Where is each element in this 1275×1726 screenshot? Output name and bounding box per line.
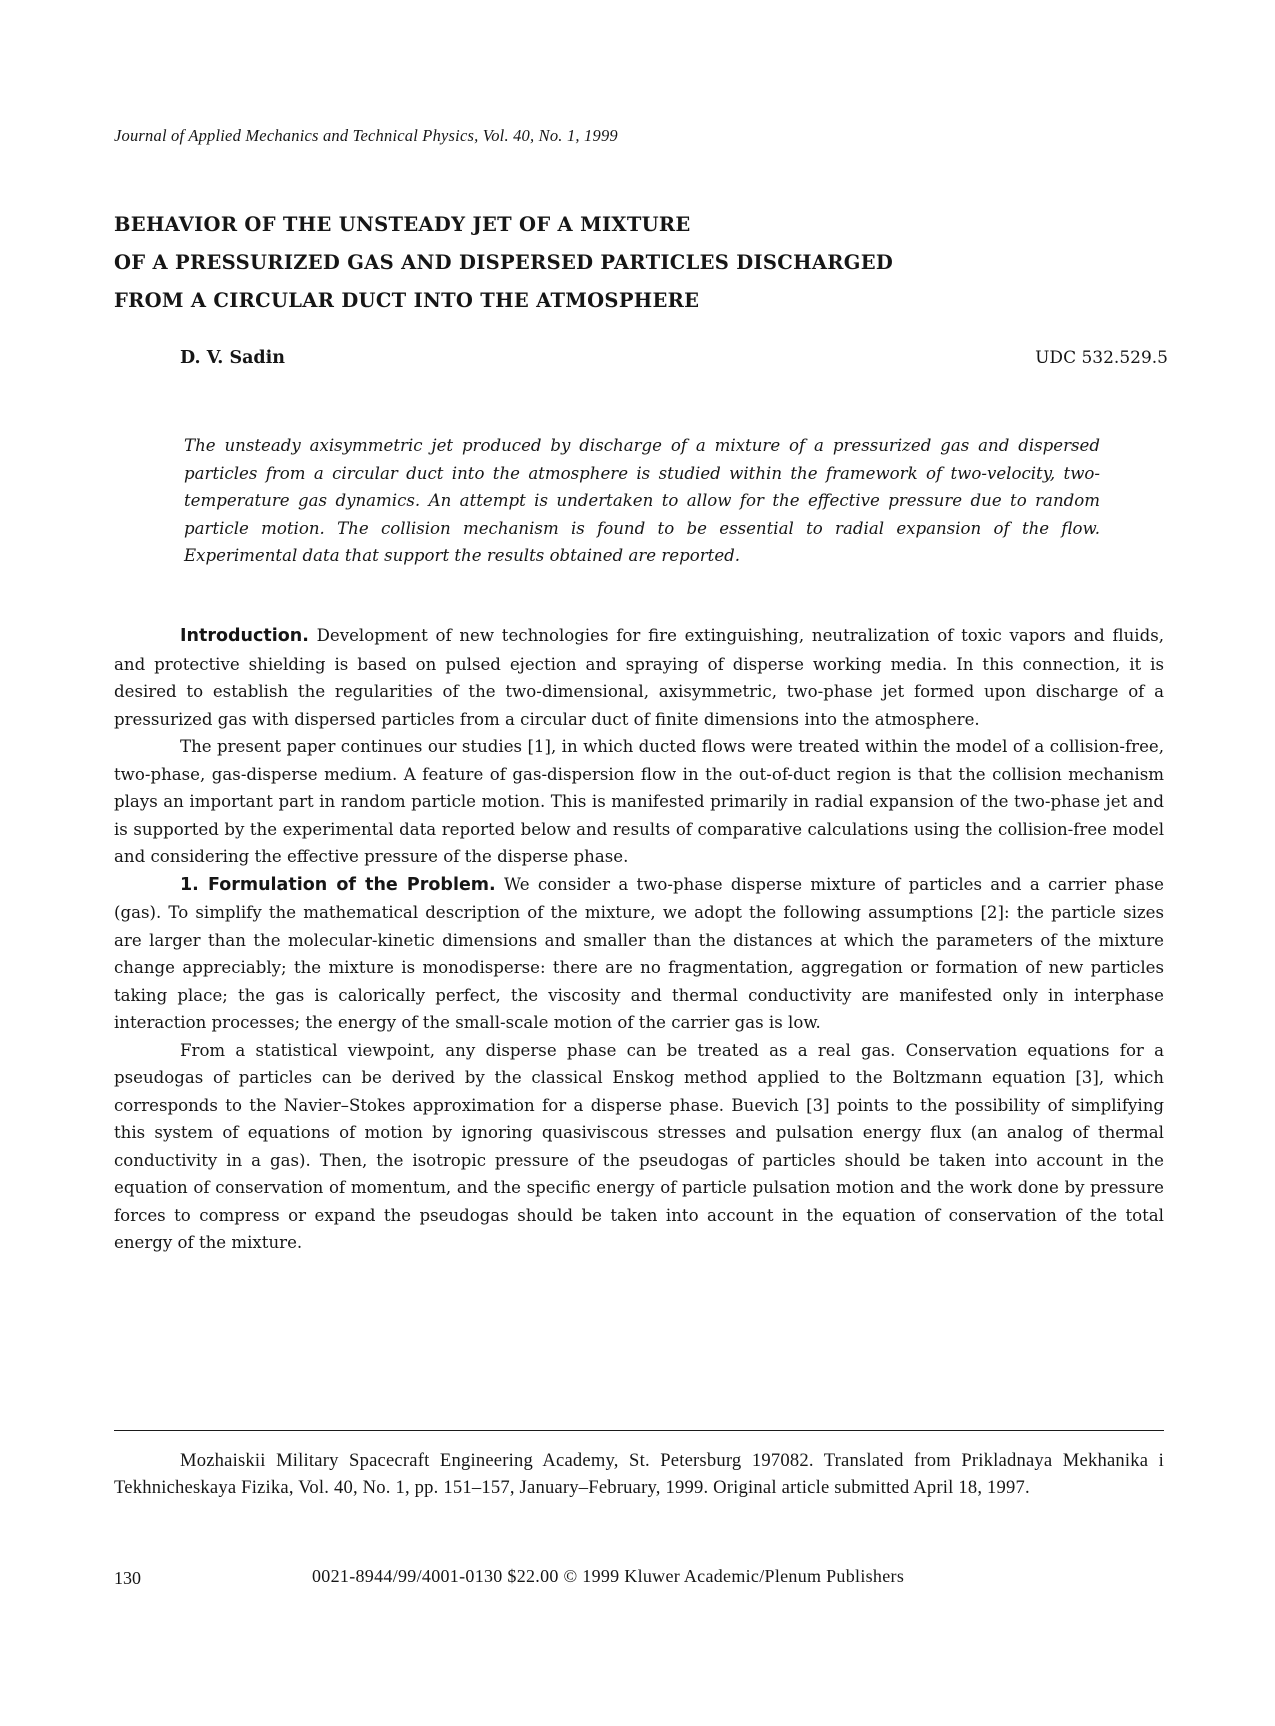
footnote xyxy=(114,1448,1164,1501)
journal-header: Journal of Applied Mechanics and Technical Physics, Vol. 40, No. 1, 1999 xyxy=(114,126,618,145)
paragraph-text: Development of new technologies for fire extinguishing, neutralization of toxic vapors and fluids, and protective shielding is based on pulsed ejection and spraying of disperse working media. In this connection, it is desired to establish the regularities of the two-dimensional, axisymmetric, two-phase jet formed upon discharge of a pressurized gas with dispersed particles from a circular duct of finite dimensions into the atmosphere. xyxy=(114,626,1164,729)
paragraph xyxy=(114,871,1164,1037)
abstract: The unsteady axisymmetric jet produced by discharge of a mixture of a pressurized gas and dispersed particles from a circular duct into the atmosphere is studied within the framework of two-velocity, two-temperature gas dynamics. An attempt is undertaken to allow for the effective pressure due to random particle motion. The collision mechanism is found to be essential to radial expansion of the flow. Experimental data that support the results obtained are reported. xyxy=(184,436,1100,565)
udc-code: UDC 532.529.5 xyxy=(1035,348,1168,368)
author-name: D. V. Sadin xyxy=(180,348,286,368)
footnote-text: Mozhaiskii Military Spacecraft Engineering Academy, St. Petersburg 197082. Translated from Prikladnaya Mekhanika i Tekhnicheskaya Fizika, Vol. 40, No. 1, pp. 151–157, January–February, 1999. Original article submitted April 18, 1997. xyxy=(114,1450,1164,1498)
footnote-divider xyxy=(114,1430,1164,1431)
paper-title xyxy=(114,206,1164,320)
title-line: FROM A CIRCULAR DUCT INTO THE ATMOSPHERE xyxy=(114,289,700,312)
paragraph: The present paper continues our studies [1], in which ducted flows were treated within the model of a collision-free, two-phase, gas-disperse medium. A feature of gas-dispersion flow in the out-of-duct region is that the collision mechanism plays an important part in random particle motion. This is manifested primarily in radial expansion of the two-phase jet and is supported by the experimental data reported below and results of comparative calculations using the collision-free model and considering the effective pressure of the disperse phase. xyxy=(114,737,1164,866)
body-text xyxy=(114,622,1164,1257)
paragraph xyxy=(114,622,1164,733)
page-number: 130 xyxy=(114,1568,141,1588)
paragraph-text: We consider a two-phase disperse mixture of particles and a carrier phase (gas). To simplify the mathematical description of the mixture, we adopt the following assumptions [2]: the particle sizes are larger than the molecular-kinetic dimensions and smaller than the distances at which the parameters of the mixture change appreciably; the mixture is monodisperse: there are no fragmentation, aggregation or formation of new particles taking place; the gas is calorically perfect, the viscosity and thermal conductivity are manifested only in interphase interaction processes; the energy of the small-scale motion of the carrier gas is low. xyxy=(114,874,1164,1032)
section-heading: 1. Formulation of the Problem. xyxy=(180,874,496,895)
paragraph: From a statistical viewpoint, any disperse phase can be treated as a real gas. Conservation equations for a pseudogas of particles can be derived by the classical Enskog method applied to the Boltzmann equation [3], which corresponds to the Navier–Stokes approximation for a disperse phase. Buevich [3] points to the possibility of simplifying this system of equations of motion by ignoring quasiviscous stresses and pulsation energy flux (an analog of thermal conductivity in a gas). Then, the isotropic pressure of the pseudogas of particles should be taken into account in the equation of conservation of momentum, and the specific energy of particle pulsation motion and the work done by pressure forces to compress or expand the pseudogas should be taken into account in the equation of conservation of the total energy of the mixture. xyxy=(114,1040,1164,1252)
title-line: BEHAVIOR OF THE UNSTEADY JET OF A MIXTURE xyxy=(114,213,691,236)
copyright-line: 0021-8944/99/4001-0130 $22.00 © 1999 Kluwer Academic/Plenum Publishers xyxy=(312,1566,905,1586)
section-heading: Introduction. xyxy=(180,626,309,646)
title-line: OF A PRESSURIZED GAS AND DISPERSED PARTICLES DISCHARGED xyxy=(114,251,894,274)
